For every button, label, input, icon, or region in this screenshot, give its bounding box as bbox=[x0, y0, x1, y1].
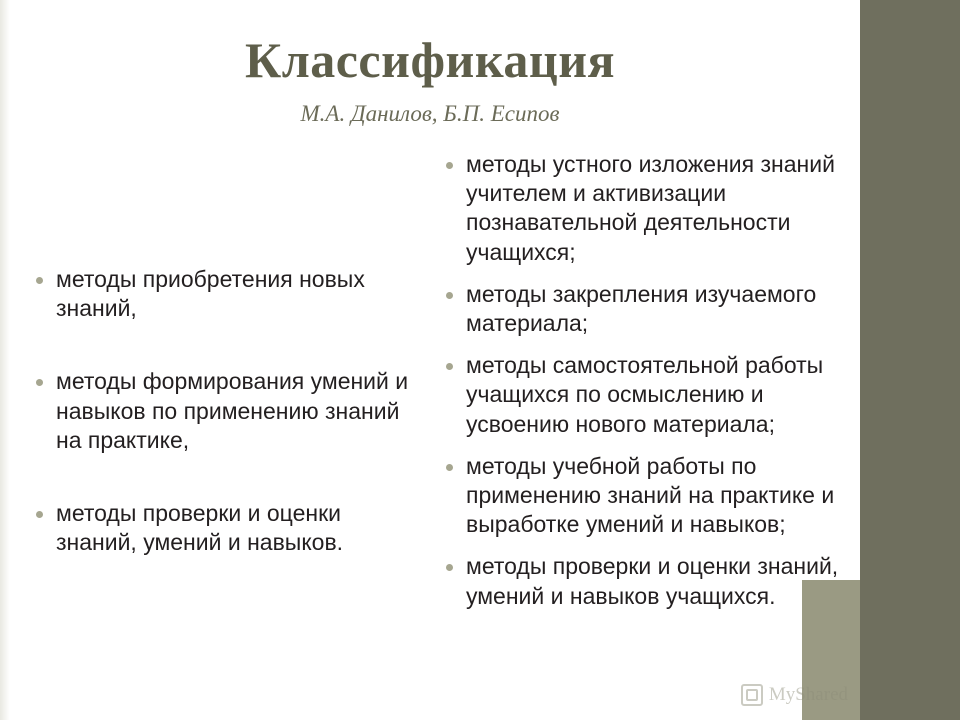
left-column bbox=[30, 265, 420, 601]
list-item: методы самостоятельной работы учащихся по осмыслению и усвоению нового материала; bbox=[440, 351, 860, 439]
page-title: Классификация bbox=[244, 32, 616, 88]
list-item: методы формирования умений и навыков по применению знаний на практике, bbox=[30, 367, 420, 455]
left-bullet-list bbox=[30, 265, 420, 557]
right-decorative-bar bbox=[860, 0, 960, 720]
list-item: методы закрепления изучаемого материала; bbox=[440, 280, 860, 338]
myshared-logo-icon bbox=[741, 684, 763, 706]
list-item: методы проверки и оценки знаний, умений и навыков учащихся. bbox=[440, 552, 860, 610]
list-item: методы приобретения новых знаний, bbox=[30, 265, 420, 323]
watermark bbox=[741, 684, 848, 706]
content-columns bbox=[0, 150, 860, 710]
watermark-label: MyShared bbox=[768, 684, 848, 705]
list-item: методы проверки и оценки знаний, умений и навыков. bbox=[30, 499, 420, 557]
list-item: методы устного изложения знаний учителем и активизации познавательной деятельности учащихся; bbox=[440, 150, 860, 267]
right-column bbox=[440, 150, 860, 624]
title-block bbox=[0, 34, 860, 127]
right-bullet-list bbox=[440, 150, 860, 611]
list-item: методы учебной работы по применению знаний на практике и выработке умений и навыков; bbox=[440, 452, 860, 540]
slide-subtitle: М.А. Данилов, Б.П. Есипов bbox=[300, 100, 560, 126]
